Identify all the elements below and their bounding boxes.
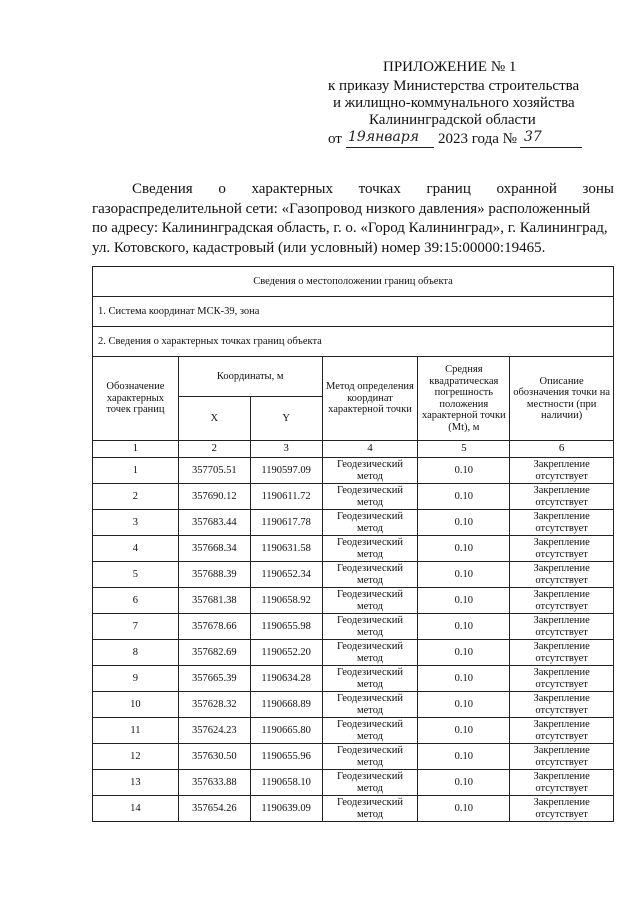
intro-row-4: ул. Котовского, кадастровый (или условный) номер 39:15:00000:19465. (92, 239, 546, 256)
coord-x-cell: 357681.38 (178, 588, 250, 614)
coord-y-cell: 1190634.28 (250, 666, 322, 692)
accuracy-cell: 0.10 (418, 692, 510, 718)
table-row (93, 614, 614, 640)
coord-x-cell: 357630.50 (178, 744, 250, 770)
coord-x-cell: 357705.51 (178, 458, 250, 484)
coord-y-cell: 1190617.78 (250, 510, 322, 536)
intro-word: границ (426, 181, 471, 197)
table-row (93, 796, 614, 822)
point-number-cell: 3 (93, 510, 179, 536)
coord-x-cell: 357665.39 (178, 666, 250, 692)
point-number-cell: 2 (93, 484, 179, 510)
intro-word: характерных (251, 181, 333, 197)
method-cell: Геодезический метод (322, 640, 418, 666)
coord-x-cell: 357690.12 (178, 484, 250, 510)
header-point-designation: Обозначение характерных точек границ (93, 357, 179, 441)
description-cell: Закрепление отсутствует (510, 666, 614, 692)
intro-word: о (218, 181, 226, 197)
header-method: Метод определения координат характерной точки (322, 357, 418, 441)
point-number-cell: 10 (93, 692, 179, 718)
intro-row-2: газораспределительной сети: «Газопровод низкого давления» расположенный (92, 200, 591, 217)
point-number-cell: 1 (93, 458, 179, 484)
table-row (93, 510, 614, 536)
order-line-2: и жилищно-коммунального хозяйства (333, 95, 575, 111)
method-cell: Геодезический метод (322, 588, 418, 614)
handwritten-number: 37 (524, 129, 542, 145)
coord-y-cell: 1190655.96 (250, 744, 322, 770)
table-row (93, 458, 614, 484)
accuracy-cell: 0.10 (418, 484, 510, 510)
column-number: 3 (250, 441, 322, 458)
coord-x-cell: 357683.44 (178, 510, 250, 536)
table-row (93, 588, 614, 614)
handwritten-date: 19января (348, 129, 420, 145)
point-number-cell: 11 (93, 718, 179, 744)
intro-word: зоны (582, 181, 614, 197)
point-number-cell: 12 (93, 744, 179, 770)
intro-row-1 (92, 180, 614, 200)
description-cell: Закрепление отсутствует (510, 562, 614, 588)
intro-row-3: по адресу: Калининградская область, г. о. «Город Калининград», г. Калининград, (92, 220, 608, 236)
accuracy-cell: 0.10 (418, 588, 510, 614)
accuracy-cell: 0.10 (418, 770, 510, 796)
point-number-cell: 8 (93, 640, 179, 666)
accuracy-cell: 0.10 (418, 666, 510, 692)
column-number: 6 (510, 441, 614, 458)
coord-x-cell: 357678.66 (178, 614, 250, 640)
intro-word: охранной (496, 181, 557, 197)
coord-y-cell: 1190658.10 (250, 770, 322, 796)
accuracy-cell: 0.10 (418, 510, 510, 536)
boundary-points-table (92, 266, 614, 822)
coord-y-cell: 1190668.89 (250, 692, 322, 718)
method-cell: Геодезический метод (322, 744, 418, 770)
method-cell: Геодезический метод (322, 562, 418, 588)
table-row (93, 692, 614, 718)
method-cell: Геодезический метод (322, 458, 418, 484)
number-underline (520, 147, 582, 148)
method-cell: Геодезический метод (322, 770, 418, 796)
header-description: Описание обозначения точки на местности (при наличии) (510, 357, 614, 441)
coord-y-cell: 1190665.80 (250, 718, 322, 744)
method-cell: Геодезический метод (322, 796, 418, 822)
description-cell: Закрепление отсутствует (510, 588, 614, 614)
description-cell: Закрепление отсутствует (510, 458, 614, 484)
header-coordinates: Координаты, м (178, 357, 322, 397)
point-number-cell: 6 (93, 588, 179, 614)
table-row (93, 718, 614, 744)
description-cell: Закрепление отсутствует (510, 484, 614, 510)
coord-y-cell: 1190597.09 (250, 458, 322, 484)
header-x: X (178, 397, 250, 441)
column-number: 4 (322, 441, 418, 458)
table-row (93, 484, 614, 510)
coord-y-cell: 1190639.09 (250, 796, 322, 822)
coord-x-cell: 357668.34 (178, 536, 250, 562)
description-cell: Закрепление отсутствует (510, 796, 614, 822)
coord-y-cell: 1190658.92 (250, 588, 322, 614)
intro-word: точках (358, 181, 401, 197)
method-cell: Геодезический метод (322, 692, 418, 718)
accuracy-cell: 0.10 (418, 744, 510, 770)
coord-x-cell: 357624.23 (178, 718, 250, 744)
coord-x-cell: 357654.26 (178, 796, 250, 822)
column-number: 2 (178, 441, 250, 458)
coord-y-cell: 1190652.34 (250, 562, 322, 588)
description-cell: Закрепление отсутствует (510, 744, 614, 770)
description-cell: Закрепление отсутствует (510, 692, 614, 718)
method-cell: Геодезический метод (322, 484, 418, 510)
accuracy-cell: 0.10 (418, 536, 510, 562)
description-cell: Закрепление отсутствует (510, 614, 614, 640)
column-number: 1 (93, 441, 179, 458)
point-number-cell: 4 (93, 536, 179, 562)
point-number-cell: 9 (93, 666, 179, 692)
table-row (93, 744, 614, 770)
description-cell: Закрепление отсутствует (510, 536, 614, 562)
accuracy-cell: 0.10 (418, 718, 510, 744)
accuracy-cell: 0.10 (418, 640, 510, 666)
coord-x-cell: 357633.88 (178, 770, 250, 796)
points-section-title: 2. Сведения о характерных точках границ объекта (93, 327, 614, 357)
column-number: 5 (418, 441, 510, 458)
appendix-title: ПРИЛОЖЕНИЕ № 1 (383, 59, 517, 75)
coord-y-cell: 1190611.72 (250, 484, 322, 510)
point-number-cell: 5 (93, 562, 179, 588)
date-underline (346, 147, 434, 148)
accuracy-cell: 0.10 (418, 562, 510, 588)
description-cell: Закрепление отсутствует (510, 640, 614, 666)
intro-word: Сведения (132, 181, 193, 197)
date-year: 2023 года № (438, 131, 517, 147)
header-accuracy: Средняя квадратическая погрешность положения характерной точки (Mt), м (418, 357, 510, 441)
coord-y-cell: 1190652.20 (250, 640, 322, 666)
date-prefix: от (328, 131, 342, 147)
table-row (93, 666, 614, 692)
method-cell: Геодезический метод (322, 666, 418, 692)
method-cell: Геодезический метод (322, 718, 418, 744)
table-row (93, 640, 614, 666)
description-cell: Закрепление отсутствует (510, 770, 614, 796)
coord-x-cell: 357682.69 (178, 640, 250, 666)
order-line-3: Калининградской области (369, 112, 536, 128)
method-cell: Геодезический метод (322, 510, 418, 536)
coord-x-cell: 357628.32 (178, 692, 250, 718)
point-number-cell: 14 (93, 796, 179, 822)
method-cell: Геодезический метод (322, 536, 418, 562)
accuracy-cell: 0.10 (418, 614, 510, 640)
point-number-cell: 7 (93, 614, 179, 640)
table-row (93, 562, 614, 588)
order-line-1: к приказу Министерства строительства (328, 78, 580, 94)
table-row (93, 770, 614, 796)
intro-paragraph (92, 180, 614, 258)
description-cell: Закрепление отсутствует (510, 718, 614, 744)
table-row (93, 536, 614, 562)
coord-x-cell: 357688.39 (178, 562, 250, 588)
accuracy-cell: 0.10 (418, 796, 510, 822)
coord-y-cell: 1190631.58 (250, 536, 322, 562)
accuracy-cell: 0.10 (418, 458, 510, 484)
description-cell: Закрепление отсутствует (510, 510, 614, 536)
table-title: Сведения о местоположении границ объекта (93, 267, 614, 297)
point-number-cell: 13 (93, 770, 179, 796)
coord-y-cell: 1190655.98 (250, 614, 322, 640)
header-y: Y (250, 397, 322, 441)
coordinate-system: 1. Система координат МСК-39, зона (93, 297, 614, 327)
method-cell: Геодезический метод (322, 614, 418, 640)
